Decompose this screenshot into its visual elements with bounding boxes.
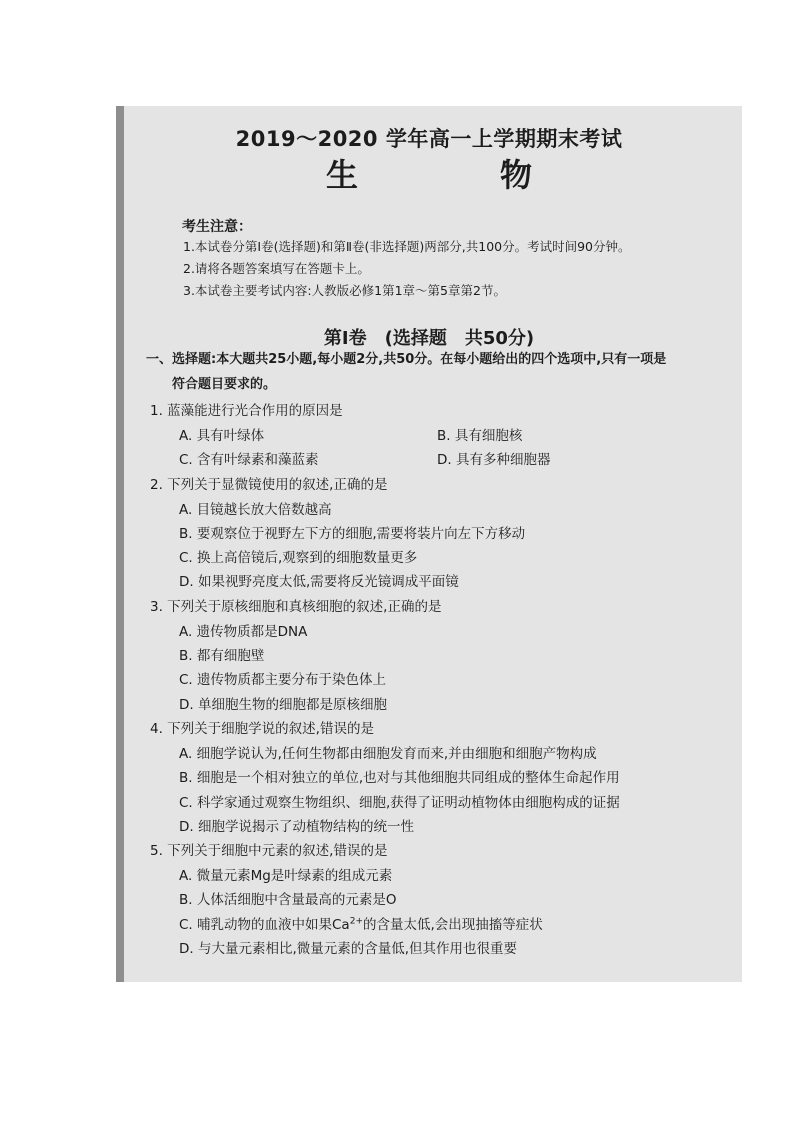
notice-item: 2.请将各题答案填写在答题卡上。 <box>183 261 370 276</box>
option: B. 都有细胞壁 <box>179 648 265 665</box>
option: A. 微量元素Mg是叶绿素的组成元素 <box>179 868 393 885</box>
superscript: 2+ <box>349 916 363 927</box>
option: D. 与大量元素相比,微量元素的含量低,但其作用也很重要 <box>179 941 518 958</box>
question-stem: 4. 下列关于细胞学说的叙述,错误的是 <box>150 720 374 737</box>
question-stem: 2. 下列关于显微镜使用的叙述,正确的是 <box>150 476 388 493</box>
option: D. 具有多种细胞器 <box>437 452 551 469</box>
scanned-exam-photo <box>116 106 742 982</box>
option: C. 科学家通过观察生物组织、细胞,获得了证明动植物体由细胞构成的证据 <box>179 794 620 811</box>
section-intro-line: 一、选择题:本大题共25小题,每小题2分,共50分。在每小题给出的四个选项中,只有一项是 <box>146 352 667 367</box>
notice-item: 1.本试卷分第Ⅰ卷(选择题)和第Ⅱ卷(非选择题)两部分,共100分。考试时间90分钟。 <box>183 239 631 254</box>
option: B. 要观察位于视野左下方的细胞,需要将装片向左下方移动 <box>179 525 526 542</box>
exam-subject: 生 物 <box>325 156 587 194</box>
question-stem: 1. 蓝藻能进行光合作用的原因是 <box>150 403 343 419</box>
question-stem: 3. 下列关于原核细胞和真核细胞的叙述,正确的是 <box>150 598 442 615</box>
question <box>150 839 735 961</box>
question <box>150 399 735 473</box>
question-list <box>150 399 735 961</box>
option: A. 目镜越长放大倍数越高 <box>179 501 332 518</box>
option: B. 人体活细胞中含量最高的元素是O <box>179 892 397 909</box>
option <box>150 913 735 937</box>
part-title: 第Ⅰ卷 (选择题 共50分) <box>323 328 535 349</box>
option: A. 具有叶绿体 <box>179 428 265 444</box>
option: C. 遗传物质都主要分布于染色体上 <box>179 672 387 689</box>
question <box>150 717 735 839</box>
option: B. 具有细胞核 <box>437 428 523 444</box>
option: C. 含有叶绿素和藻蓝素 <box>179 452 319 469</box>
option: B. 细胞是一个相对独立的单位,也对与其他细胞共同组成的整体生命起作用 <box>179 770 620 787</box>
question <box>150 595 735 717</box>
option: C. 换上高倍镜后,观察到的细胞数量更多 <box>179 550 418 567</box>
option-text: C. 哺乳动物的血液中如果Ca <box>179 916 350 933</box>
option: D. 单细胞生物的细胞都是原核细胞 <box>179 696 387 713</box>
option-text: 的含量太低,会出现抽搐等症状 <box>363 916 543 933</box>
option: D. 细胞学说揭示了动植物结构的统一性 <box>179 818 414 835</box>
option: A. 细胞学说认为,任何生物都由细胞发育而来,并由细胞和细胞产物构成 <box>179 745 597 762</box>
question-stem: 5. 下列关于细胞中元素的叙述,错误的是 <box>150 843 388 860</box>
notice-item: 3.本试卷主要考试内容:人教版必修1第1章～第5章第2节。 <box>183 283 506 298</box>
section-intro-line: 符合题目要求的。 <box>172 377 277 392</box>
option: D. 如果视野亮度太低,需要将反光镜调成平面镜 <box>179 574 459 591</box>
option: A. 遗传物质都是DNA <box>179 623 308 640</box>
section-intro <box>146 347 736 397</box>
question <box>150 473 735 595</box>
exam-page <box>116 106 742 982</box>
option-grid <box>150 424 735 473</box>
exam-title: 2019～2020 学年高一上学期期末考试 <box>235 127 623 151</box>
notice-list <box>183 236 631 302</box>
notice-heading: 考生注意： <box>182 219 252 235</box>
